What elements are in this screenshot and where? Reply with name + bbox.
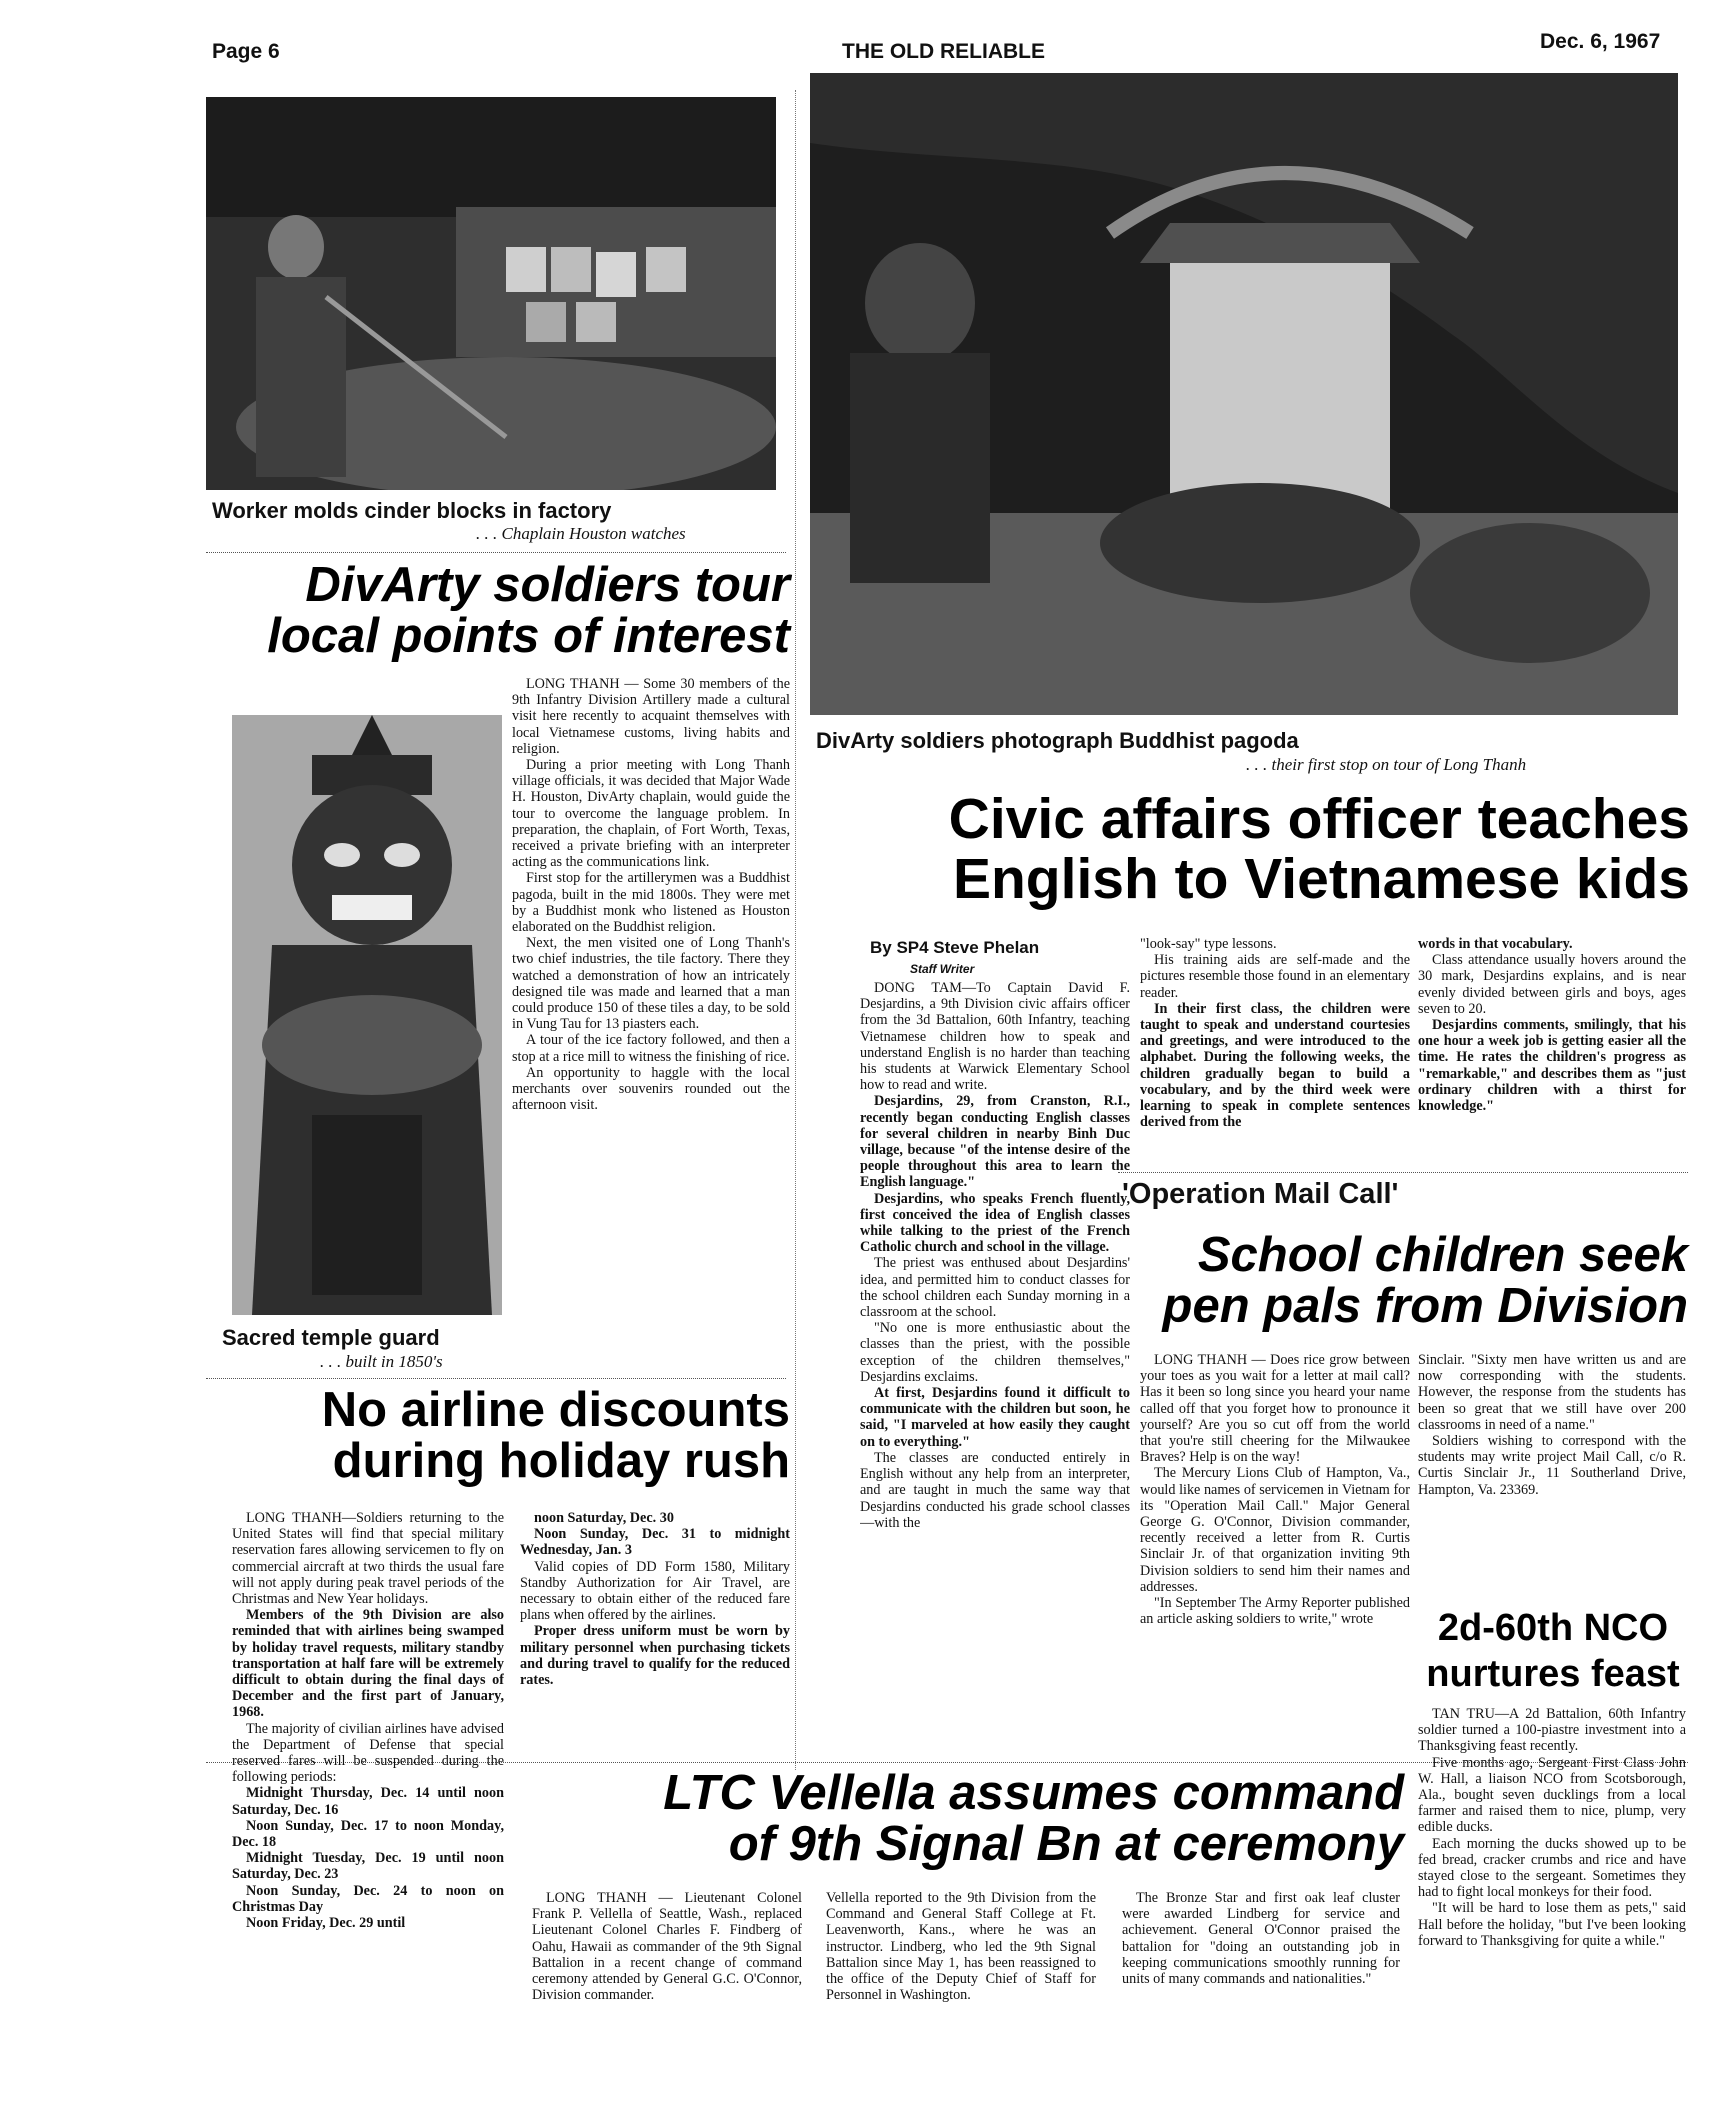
photo-buddhist-pagoda	[810, 73, 1678, 715]
headline-line: of 9th Signal Bn at ceremony	[728, 1817, 1404, 1872]
paragraph: Soldiers wishing to correspond with the students may write project Mail Call, c/o R. Curtis Sinclair Jr., 11 Southerland Drive, Hampton, Va. 23369.	[1418, 1433, 1686, 1498]
byline: By SP4 Steve Phelan	[870, 938, 1040, 957]
paragraph: An opportunity to haggle with the local merchants over souvenirs rounded out the afternoon visit.	[512, 1064, 790, 1114]
article-airline-col2	[520, 1510, 790, 1760]
paragraph: Midnight Thursday, Dec. 14 until noon Saturday, Dec. 16	[232, 1785, 504, 1818]
paragraph: Noon Sunday, Dec. 17 to noon Monday, Dec. 18	[232, 1817, 504, 1851]
paragraph: The Mercury Lions Club of Hampton, Va., would like names of servicemen in Vietnam for its "Operation Mail Call." Major General George G. O'Connor, Division commander, recently received a letter from R. Curtis Sinclair Jr. of that organization inviting 9th Division soldiers to send him their names and addresses.	[1140, 1465, 1410, 1595]
article-mailcall-col2	[1418, 1352, 1686, 1607]
paragraph: "In September The Army Reporter published an article asking soldiers to write," wrote	[1140, 1595, 1410, 1628]
paragraph: During a prior meeting with Long Thanh village officials, it was decided that Major Wade H. Houston, DivArty chaplain, would guide the tour to overcome the language problem. In preparation, the chaplain, of Fort Worth, Texas, received a private briefing with an interpreter acting as the communications link.	[512, 757, 790, 871]
headline-line: during holiday rush	[332, 1434, 790, 1489]
photo-caption-main: Sacred temple guard	[222, 1325, 440, 1350]
article-vellella-col1	[532, 1890, 802, 2090]
paragraph: In their first class, the children were taught to speak and understand courtesies and greetings, and were introduced to the alphabet. During the following weeks, the children gradually began to build a vocabulary, and by the third week were learning to speak in complete sentences derived from the	[1140, 1000, 1410, 1131]
headline-line: Civic affairs officer teaches	[948, 787, 1690, 851]
paragraph: The Bronze Star and first oak leaf cluster were awarded Lindberg for service and achievement. General O'Connor praised the battalion for "doing an outstanding job in keeping communications smoothly running for units of many commands and nationalities."	[1122, 1890, 1400, 1988]
paragraph: "It will be hard to lose them as pets," said Hall before the holiday, "but I've been looking forward to Thanksgiving for quite a while."	[1418, 1900, 1686, 1949]
paragraph: DONG TAM—To Captain David F. Desjardins, a 9th Division civic affairs officer from the 3d Battalion, 60th Infantry, teaching Vietnamese children how to speak and understand English is no harder than teaching his students at Warwick Elementary School how to read and write.	[860, 980, 1130, 1094]
article-civic-col2	[1140, 936, 1410, 1172]
article-nco-body	[1418, 1706, 1686, 2096]
photo-caption-sub: . . . built in 1850's	[320, 1352, 443, 1371]
headline	[206, 1385, 790, 1488]
headline-line: No airline discounts	[321, 1383, 790, 1437]
paragraph: TAN TRU—A 2d Battalion, 60th Infantry soldier turned a 100-piastre investment into a Thanksgiving feast recently.	[1418, 1706, 1686, 1755]
paragraph: Each morning the ducks showed up to be fed bread, cracker crumbs and rice and have stayed close to the sergeant. Sometimes they had to fight local monkeys for their food.	[1418, 1835, 1686, 1901]
paragraph: Noon Friday, Dec. 29 until	[246, 1915, 406, 1932]
paragraph: Valid copies of DD Form 1580, Military Standby Authorization for Air Travel, are necessary to obtain either of the reduced fare plans when offered by the airlines.	[520, 1558, 790, 1624]
headline	[1418, 1605, 1688, 1698]
headline-line: nurtures feast	[1426, 1653, 1680, 1696]
photo-caption-sub: . . . Chaplain Houston watches	[476, 524, 686, 543]
headline-line: English to Vietnamese kids	[952, 846, 1690, 911]
paragraph: Five months ago, Sergeant First Class John W. Hall, a liaison NCO from Scotsborough, Ala., bought seven ducklings from a local farmer and raised them to nice, plump, very edible ducks.	[1418, 1754, 1686, 1836]
divider	[206, 552, 786, 553]
divider	[1118, 1172, 1688, 1173]
paragraph: LONG THANH — Some 30 members of the 9th Infantry Division Artillery made a cultural visit here recently to acquaint themselves with local Vietnamese customs, living habits and religion.	[512, 676, 790, 757]
paragraph: Noon Sunday, Dec. 24 to noon on Christmas Day	[232, 1882, 504, 1915]
paragraph: Desjardins comments, smilingly, that his one hour a week job is getting easier all the time. He rates the children's progress as "remarkable," and describes them as "just ordinary children with a thirst for knowledge."	[1418, 1017, 1686, 1115]
paragraph: The priest was enthused about Desjardins' idea, and permitted him to conduct classes for the school children each Sunday morning in a classroom at the school.	[860, 1255, 1130, 1321]
headline-line: 2d-60th NCO	[1437, 1607, 1669, 1649]
paragraph: noon Saturday, Dec. 30	[534, 1510, 674, 1526]
paragraph: Sinclair. "Sixty men have written us and are now corresponding with the students. However, the response from the students has been so great that we still have over 200 classrooms in need of a name."	[1418, 1352, 1686, 1433]
paragraph: At first, Desjardins found it difficult to communicate with the children but soon, he said, "I marveled at how easily they caught on to everything."	[860, 1385, 1130, 1450]
paragraph: His training aids are self-made and the pictures resemble those found in an elementary reader.	[1140, 952, 1410, 1001]
headline	[810, 787, 1690, 911]
paragraph: Vellella reported to the 9th Division from the Command and General Staff College at Ft. Leavenworth, Kans., where he was an instructor. Lindberg, who led the 9th Signal Battalion since May 1, has been reassigned to the office of the Deputy Chief of Staff for Personnel in Washington.	[826, 1890, 1096, 2004]
paragraph: "look-say" type lessons.	[1140, 936, 1277, 952]
paragraph: Desjardins, who speaks French fluently, first conceived the idea of English classes while talking to the priest of the French Catholic church and school in the village.	[860, 1190, 1130, 1256]
article-mailcall-col1	[1140, 1352, 1410, 1760]
paragraph: LONG THANH — Lieutenant Colonel Frank P. Vellella of Seattle, Wash., replaced Lieutenant Colonel Charles F. Findberg of Oahu, Hawaii as commander of the 9th Signal Battalion in a recent change of command ceremony attended by General G.C. O'Connor, Division commander.	[532, 1890, 802, 2004]
headline	[206, 560, 790, 663]
paragraph: Desjardins, 29, from Cranston, R.I., recently began conducting English classes for several children in nearby Binh Duc village, because "of the intense desire of the people throughout this area to learn the English language."	[860, 1093, 1130, 1191]
headline-line: LTC Vellella assumes command	[663, 1766, 1404, 1820]
page-number: Page 6	[212, 40, 280, 63]
article-vellella-col2	[826, 1890, 1096, 2090]
article-civic-col3	[1418, 936, 1686, 1172]
paragraph: Noon Sunday, Dec. 31 to midnight Wednesday, Jan. 3	[520, 1526, 790, 1559]
paragraph: Proper dress uniform must be worn by military personnel when purchasing tickets and during travel to qualify for the reduced rates.	[520, 1623, 790, 1689]
paragraph: A tour of the ice factory followed, and then a stop at a rice mill to witness the finishing of rice.	[512, 1032, 790, 1065]
photo-temple-guard	[232, 715, 502, 1315]
headline-line: School children seek	[1197, 1228, 1688, 1282]
paragraph: Members of the 9th Division are also reminded that with airlines being swamped by holiday travel requests, military standby transportation at half fare will be extremely difficult to obtain during the final days of December and the first part of January, 1968.	[232, 1607, 504, 1721]
paragraph: "No one is more enthusiastic about the classes than the priest, with the possible exception of the children themselves," Desjardins exclaims.	[860, 1320, 1130, 1385]
paragraph: words in that vocabulary.	[1418, 936, 1573, 952]
photo-cinder-block-worker	[206, 97, 776, 490]
headline-line: DivArty soldiers tour	[305, 558, 790, 612]
paragraph: Midnight Tuesday, Dec. 19 until noon Saturday, Dec. 23	[232, 1850, 504, 1883]
headline	[1118, 1230, 1688, 1333]
divider	[206, 1378, 786, 1379]
paragraph: First stop for the artillerymen was a Buddhist pagoda, built in the mid 1800s. They were met by a Buddhist monk who listened as Houston elaborated on the Buddhist religion.	[512, 870, 790, 936]
article-divarty-body	[512, 676, 790, 1376]
byline-role: Staff Writer	[910, 962, 975, 976]
article-airline-col1	[232, 1510, 504, 2090]
column-divider	[795, 90, 796, 1770]
paragraph: The classes are conducted entirely in English without any help from an interpreter, and are taught in much the same way that Desjardins conducted his grade school classes—with the	[860, 1449, 1130, 1531]
issue-date: Dec. 6, 1967	[1540, 30, 1661, 53]
article-civic-col1	[860, 980, 1130, 1760]
kicker: 'Operation Mail Call'	[1122, 1178, 1399, 1210]
headline	[600, 1768, 1404, 1871]
headline-line: local points of interest	[267, 609, 790, 664]
paragraph: The majority of civilian airlines have advised the Department of Defense that special reserved fares will be suspended during the following periods:	[232, 1720, 504, 1786]
photo-caption-sub: . . . their first stop on tour of Long Thanh	[1246, 755, 1527, 774]
paragraph: LONG THANH — Does rice grow between your toes as you wait for a letter at mail call? Has it been so long since you heard your name called off that you forget how to pronounce it yourself? Are you so cut off from the world that you're still cheering for the Milwaukee Braves? Help is on the way!	[1140, 1352, 1410, 1466]
headline-line: pen pals from Division	[1162, 1279, 1688, 1334]
paragraph: Class attendance usually hovers around the 30 mark, Desjardins explains, and is near evenly divided between girls and boys, ages seven to 20.	[1418, 952, 1686, 1017]
paragraph: LONG THANH—Soldiers returning to the United States will find that special military reservation fares allowing servicemen to fly on commercial aircraft at two thirds the usual fare will not apply during peak travel periods of the Christmas and New Year holidays.	[232, 1510, 504, 1608]
photo-caption-main: Worker molds cinder blocks in factory	[212, 498, 612, 523]
article-vellella-col3	[1122, 1890, 1400, 2090]
paragraph: Next, the men visited one of Long Thanh's two chief industries, the tile factory. There they watched a demonstration of how an intricately designed tile was made and learned that a man could produce 150 of these tiles a day, to be sold in Vung Tau for 13 piasters each.	[512, 935, 790, 1033]
paper-title: THE OLD RELIABLE	[842, 40, 1045, 63]
photo-caption-main: DivArty soldiers photograph Buddhist pagoda	[816, 728, 1299, 753]
